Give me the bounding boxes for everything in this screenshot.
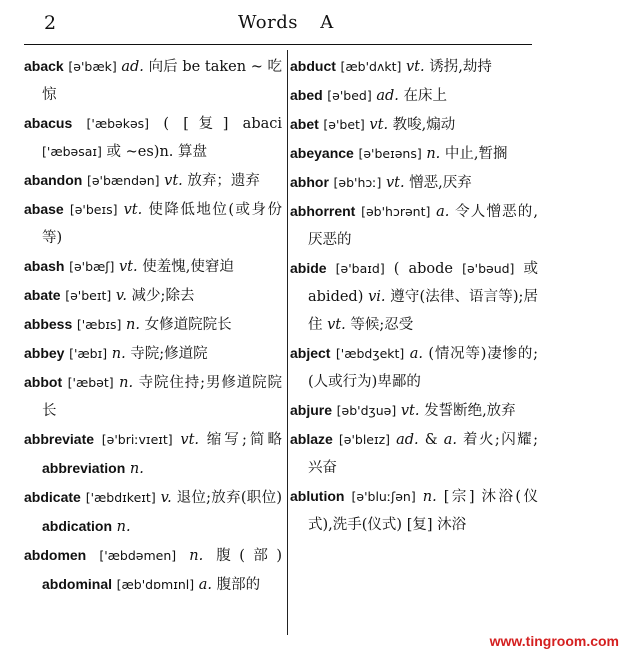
dictionary-entry-abhor: abhor [əb'hɔː] vt. 憎恶,厌弃 <box>290 174 472 191</box>
dictionary-entry-aback: aback [ə'bæk] ad. 向后 be taken ~ 吃惊 <box>24 58 283 103</box>
header-rule <box>24 44 532 45</box>
page-header <box>0 0 625 48</box>
right-column <box>290 52 538 539</box>
dictionary-entry-ablaze: ablaze [ə'bleɪz] ad. & a. 着火;闪耀;兴奋 <box>290 431 538 476</box>
dictionary-entry-abbot: abbot ['æbət] n. 寺院住持;男修道院院长 <box>24 374 283 419</box>
dictionary-entry-abed: abed [ə'bed] ad. 在床上 <box>290 87 448 104</box>
dictionary-entry-abbess: abbess ['æbɪs] n. 女修道院院长 <box>24 316 232 333</box>
dictionary-entry-abase: abase [ə'beɪs] vt. 使降低地位(或身份等) <box>24 201 282 246</box>
dictionary-entry-abacus: abacus ['æbəkəs] ( [复] abaci ['æbəsaɪ] 或 ~es)n. 算盘 <box>24 115 282 160</box>
watermark: www.tingroom.com <box>489 633 619 649</box>
page-number: 2 <box>44 12 57 34</box>
dictionary-entry-abandon: abandon [ə'bændən] vt. 放弃；遗弃 <box>24 172 260 189</box>
dictionary-entry-abjure: abjure [əb'dʒuə] vt. 发誓断绝,放弃 <box>290 402 516 419</box>
dictionary-entry-abeyance: abeyance [ə'beɪəns] n. 中止,暂搁 <box>290 145 508 162</box>
running-head: Words A <box>238 12 334 33</box>
left-column <box>24 52 282 599</box>
dictionary-entry-abet: abet [ə'bet] vt. 教唆,煽动 <box>290 116 456 133</box>
dictionary-entry-abdicate: abdicate ['æbdɪkeɪt] v. 退位;放弃(职位) abdication n. <box>24 489 283 535</box>
dictionary-entry-abhorrent: abhorrent [əb'hɔrənt] a. 令人憎恶的,厌恶的 <box>290 203 539 248</box>
dictionary-entry-abide: abide [ə'baɪd] ( abode [ə'bəud] 或 abided) vi. 遵守(法律、语言等);居住 vt. 等候;忍受 <box>290 260 539 333</box>
dictionary-entry-abdomen: abdomen ['æbdəmen] n. 腹(部) abdominal [æb'dɒmɪnl] a. 腹部的 <box>24 547 283 593</box>
column-divider <box>287 50 288 635</box>
dictionary-entry-abate: abate [ə'beɪt] v. 减少;除去 <box>24 287 195 304</box>
dictionary-entry-abject: abject ['æbdʒekt] a. (情况等)凄惨的;(人或行为)卑鄙的 <box>290 345 539 390</box>
dictionary-entry-abbreviate: abbreviate [ə'briːvɪeɪt] vt. 缩写;简略 abbreviation n. <box>24 431 283 477</box>
dictionary-entry-abbey: abbey ['æbɪ] n. 寺院;修道院 <box>24 345 208 362</box>
dictionary-entry-abash: abash [ə'bæʃ] vt. 使羞愧,使窘迫 <box>24 258 234 275</box>
dictionary-entry-ablution: ablution [ə'bluːʃən] n. [宗] 沐浴(仪式),洗手(仪式) [复] 沐浴 <box>290 488 539 533</box>
dictionary-entry-abduct: abduct [æb'dʌkt] vt. 诱拐,劫持 <box>290 58 492 75</box>
